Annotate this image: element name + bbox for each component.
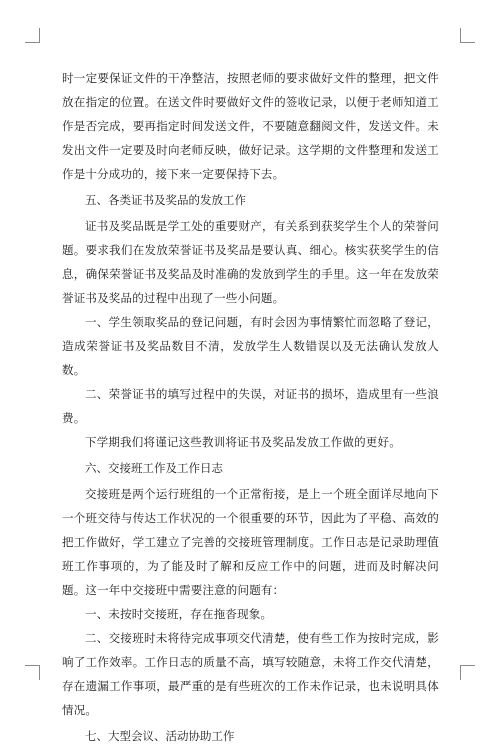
- paragraph-shift-handover-intro: 交接班是两个运行班组的一个正常衔接，是上一个班全面详尽地向下一个班交待与传达工作状况的一个很重要的环节，因此为了平稳、高效的把工作做好，学工建立了完善的交接班管理制度。工作日志是记录助理值班工作事项的，为了能及时了解和反应工作中的问题，进而及时解决问题。这一年中交接班中需要注意的问题有：: [62, 487, 439, 597]
- paragraph-shift-issue-2: 二、交接班时未将待完成事项交代清楚，使有些工作为按时完成，影响了工作效率。工作日志的质量不高，填写较随意，未将工作交代清楚，存在遗漏工作事项，最严重的是有些班次的工作未作记录，也未说明具体情况。: [62, 631, 439, 717]
- crop-mark-bottom-left: [25, 665, 40, 680]
- paragraph-certificates-issue-1: 一、学生领取奖品的登记问题，有时会因为事情繁忙而忽略了登记，造成荣誉证书及奖品数目不清，发放学生人数错误以及无法确认发放人数。: [62, 315, 439, 377]
- section-heading-shift-handover: 六、交接班工作及工作日志: [85, 461, 223, 475]
- section-heading-meetings: 七、大型会议、活动协助工作: [85, 729, 235, 743]
- crop-mark-top-right: [460, 28, 475, 43]
- paragraph-certificates-intro: 证书及奖品既是学工处的重要财产，有关系到获奖学生个人的荣誉问题。要求我们在发放荣誉证书及奖品是要认真、细心。核实获奖学生的信息，确保荣誉证书及奖品及时准确的发放到学生的手里。这一年在发放荣誉证书及奖品的过程中出现了一些小问题。: [62, 219, 439, 305]
- paragraph-file-handling: 时一定要保证文件的干净整洁，按照老师的要求做好文件的整理，把文件放在指定的位置。在送文件时要做好文件的签收记录，以便于老师知道工作是否完成，要再指定时间发送文件，不要随意翻阅文件，发送文件。未发出文件一定要及时向老师反映，做好记录。这学期的文件整理和发送工作是十分成功的，接下来一定要保持下去。: [62, 71, 439, 181]
- crop-mark-bottom-right: [460, 665, 475, 680]
- section-heading-certificates: 五、各类证书及奖品的发放工作: [85, 193, 246, 207]
- document-body: [62, 66, 439, 750]
- crop-mark-top-left: [25, 28, 40, 43]
- paragraph-shift-issue-1: 一、未按时交接班，存在拖沓现象。: [85, 607, 273, 621]
- paragraph-certificates-conclusion: 下学期我们将谨记这些教训将证书及奖品发放工作做的更好。: [85, 435, 401, 449]
- paragraph-certificates-issue-2: 二、荣誉证书的填写过程中的失误，对证书的损坏，造成里有一些浪费。: [62, 387, 439, 425]
